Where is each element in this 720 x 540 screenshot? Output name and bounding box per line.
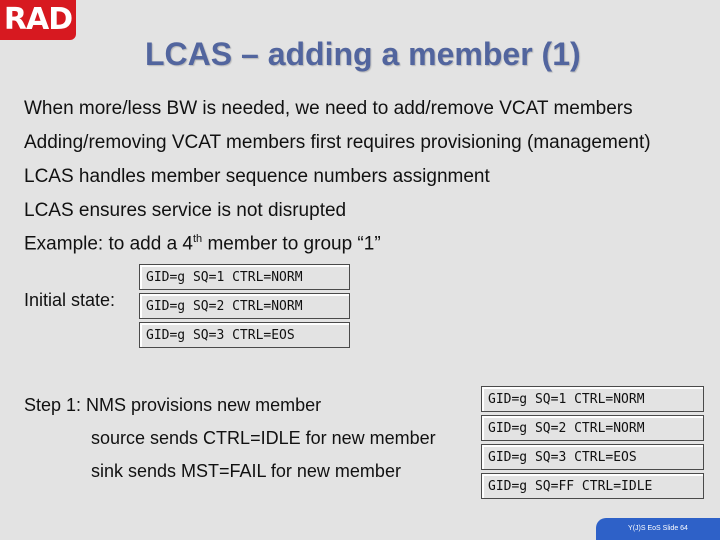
step1-member-4: GID=g SQ=FF CTRL=IDLE	[481, 473, 704, 499]
slide-title: LCAS – adding a member (1)	[145, 36, 581, 72]
initial-member-2: GID=g SQ=2 CTRL=NORM	[139, 293, 350, 319]
bullet-5-sup: th	[193, 233, 203, 245]
step1-source-text: source sends CTRL=IDLE for new member	[91, 428, 436, 448]
initial-state-label: Initial state:	[24, 290, 116, 310]
bullet-1: When more/less BW is needed, we need to add/remove VCAT members	[24, 98, 633, 119]
rad-logo	[0, 0, 76, 40]
bullet-5-post: member to group “1”	[202, 233, 381, 255]
bullet-4: LCAS ensures service is not disrupted	[24, 200, 347, 221]
logo-text: RAD	[3, 2, 73, 37]
initial-member-1: GID=g SQ=1 CTRL=NORM	[139, 264, 350, 290]
step1-title: Step 1: NMS provisions new member	[24, 395, 322, 415]
bullet-2: Adding/removing VCAT members first requires provisioning (management)	[24, 132, 651, 153]
step1-sink-text: sink sends MST=FAIL for new member	[91, 461, 401, 481]
bullet-5	[24, 233, 381, 255]
step1-member-2: GID=g SQ=2 CTRL=NORM	[481, 415, 704, 441]
bullet-3: LCAS handles member sequence numbers assignment	[24, 166, 490, 187]
step1-member-3: GID=g SQ=3 CTRL=EOS	[481, 444, 704, 470]
initial-member-3: GID=g SQ=3 CTRL=EOS	[139, 322, 350, 348]
bullet-5-pre: Example: to add a 4	[24, 233, 193, 255]
step1-member-1: GID=g SQ=1 CTRL=NORM	[481, 386, 704, 412]
slide-footer: Y(J)S EoS Slide 64	[596, 518, 720, 540]
